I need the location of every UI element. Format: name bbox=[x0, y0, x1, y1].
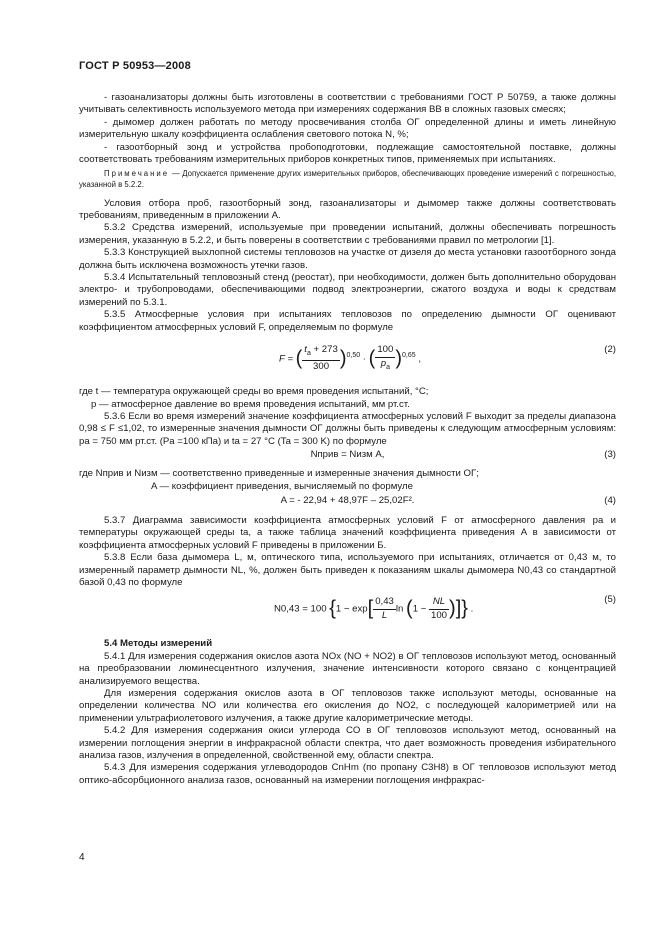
formula-2 bbox=[79, 338, 616, 384]
formula-5-expression: N0,43 = 100 {1 − exp[ $\frac{0,43}{L}$ ln (1 − $\frac{NL}{100}$ )]} . bbox=[274, 596, 474, 621]
page-number: 4 bbox=[79, 852, 85, 863]
where-ta: где t — температура окружающей среды во время проведения испытаний, °C; bbox=[79, 386, 429, 398]
note-label: Примечание bbox=[104, 169, 170, 179]
paragraph-5-3-8: 5.3.8 Если база дымомера L, м, оптического типа, используемого при испытаниях, отличается от 0,43 м, то измеренный параметр дымности NL, %, должен быть приведен к показаниям шкалы дымомера N0,43 со стандартной базой 0,43 по формуле bbox=[79, 552, 616, 588]
paragraph-conditions: Условия отбора проб, газоотборный зонд, газоанализаторы и дымомер также должны соответствовать требованиям, приведенным в приложении А. bbox=[79, 197, 616, 222]
paragraph-5-4-3: 5.4.3 Для измерения содержания углеводородов CnHm (по пропану C3H8) в ОГ тепловозов используют метод оптико-абсорбционного анализа газов, основанный на измерении поглощения инфракрас- bbox=[79, 762, 616, 786]
list-item-gas-analyzers: - газоанализаторы должны быть изготовлены в соответствии с требованиями ГОСТ Р 50759, а также должны учитывать селективность используемого метода при измерениях содержания ВВ в сложных газовых смесях; bbox=[79, 92, 616, 116]
formula-4-expression: A = - 22,94 + 48,97F – 25,02F². bbox=[280, 494, 415, 506]
note-text: — Допускается применение других измерительных приборов, обеспечивающих проведение измерений с погрешностью, указанной в 5.2.2. bbox=[79, 169, 616, 190]
formula-4 bbox=[79, 495, 616, 513]
formula-2-expression: F = ( $\frac{t_a + 273}{300}$ )$^{0,50}$ · ( $\frac{100}{p_a}$ )$^{0,65}$ , bbox=[279, 344, 421, 373]
paragraph-5-3-6: 5.3.6 Если во время измерений значение коэффициента атмосферных условий F выходит за пределы диапазона 0,98 ≤ F ≤1,02, то измеренные значения дымности ОГ должны быть приведены к следующим атмосферным условиям: pa = 750 мм рт.ст. (Pa =100 кПа) и ta = 27 °C (Ta = 300 K) по формуле bbox=[79, 410, 616, 447]
where-a: A — коэффициент приведения, вычисляемый по формуле bbox=[151, 480, 413, 492]
document-header: ГОСТ Р 50953—2008 bbox=[79, 60, 191, 72]
formula-5 bbox=[79, 594, 616, 632]
list-item-gas-probe: - газоотборный зонд и устройства пробоподготовки, подлежащие самостоятельной поставке, должны соответствовать требованиям измерительных приборов конкретных типов, применяемых при испытаниях. bbox=[79, 141, 616, 166]
formula-3 bbox=[79, 449, 616, 467]
paragraph-5-3-2: 5.3.2 Средства измерений, используемые при проведении испытаний, должны обеспечивать погрешность измерения, указанную в 5.2.2, и быть поверены в соответствии с требованиями правил по метрологии [1]. bbox=[79, 222, 616, 246]
where-n: где Nприв и Nизм — соответственно приведенные и измеренные значения дымности ОГ; bbox=[79, 468, 479, 480]
formula-3-number: (3) bbox=[604, 449, 616, 461]
formula-4-number: (4) bbox=[604, 494, 616, 506]
paragraph-5-3-5: 5.3.5 Атмосферные условия при испытаниях тепловозов по определению дымности ОГ оценивают коэффициентом атмосферных условий F, определяемым по формуле bbox=[79, 309, 616, 333]
paragraph-5-3-7: 5.3.7 Диаграмма зависимости коэффициента атмосферных условий F от атмосферного давления pa и температуры окружающей среды ta, а также таблица значений коэффициента приведения A в зависимости от коэффициента атмосферных условий F приведены в приложении Б. bbox=[79, 514, 616, 551]
paragraph-5-4-2: 5.4.2 Для измерения содержания окиси углерода CO в ОГ тепловозов используют метод, основанный на измерении поглощения энергии в инфракрасной области спектра, что дает возможность проведения избирательного анализа газов, излучения в определенной, свойственной ему, области спектра. bbox=[79, 725, 616, 762]
formula-3-expression: Nприв = Nизм A, bbox=[310, 449, 385, 461]
list-item-smoke-meter: - дымомер должен работать по методу просвечивания столба ОГ определенной длины и иметь линейную измерительную шкалу коэффициента ослабления светового потока N, %; bbox=[79, 116, 616, 141]
formula-2-number: (2) bbox=[604, 344, 616, 356]
paragraph-5-4-1b: Для измерения содержания окислов азота в ОГ тепловозов также используют методы, основанные на определении количества NO или количества его окисления до NO2, с последующей калориметрией или на применении ультрафиолетового излучения, а также другие калориметрические методы. bbox=[79, 688, 616, 724]
document-body bbox=[79, 92, 616, 787]
where-pa: p — атмосферное давление во время проведения испытаний, мм рт.ст. bbox=[91, 398, 410, 410]
formula-5-number: (5) bbox=[604, 594, 616, 606]
section-heading-5-4: 5.4 Методы измерений bbox=[104, 638, 213, 650]
paragraph-5-3-3: 5.3.3 Конструкцией выхлопной системы тепловозов на участке от дизеля до места установки газоотборного зонда должна быть исключена возможность утечки газов. bbox=[79, 247, 616, 271]
paragraph-5-4-1: 5.4.1 Для измерения содержания окислов азота NOx (NO + NO2) в ОГ тепловозов используют метод, основанный на преобразовании люминесцентного излучения, значение интенсивности которого связано с концентрацией анализируемого вещества. bbox=[79, 650, 616, 687]
note bbox=[79, 169, 616, 190]
paragraph-5-3-4: 5.3.4 Испытательный тепловозный стенд (реостат), при необходимости, должен быть дополнительно оборудован электро- и трубопроводами, обеспечивающими подвод электроэнергии, сжатого воздуха и воды к средствам измерений по 5.3.1. bbox=[79, 272, 616, 308]
